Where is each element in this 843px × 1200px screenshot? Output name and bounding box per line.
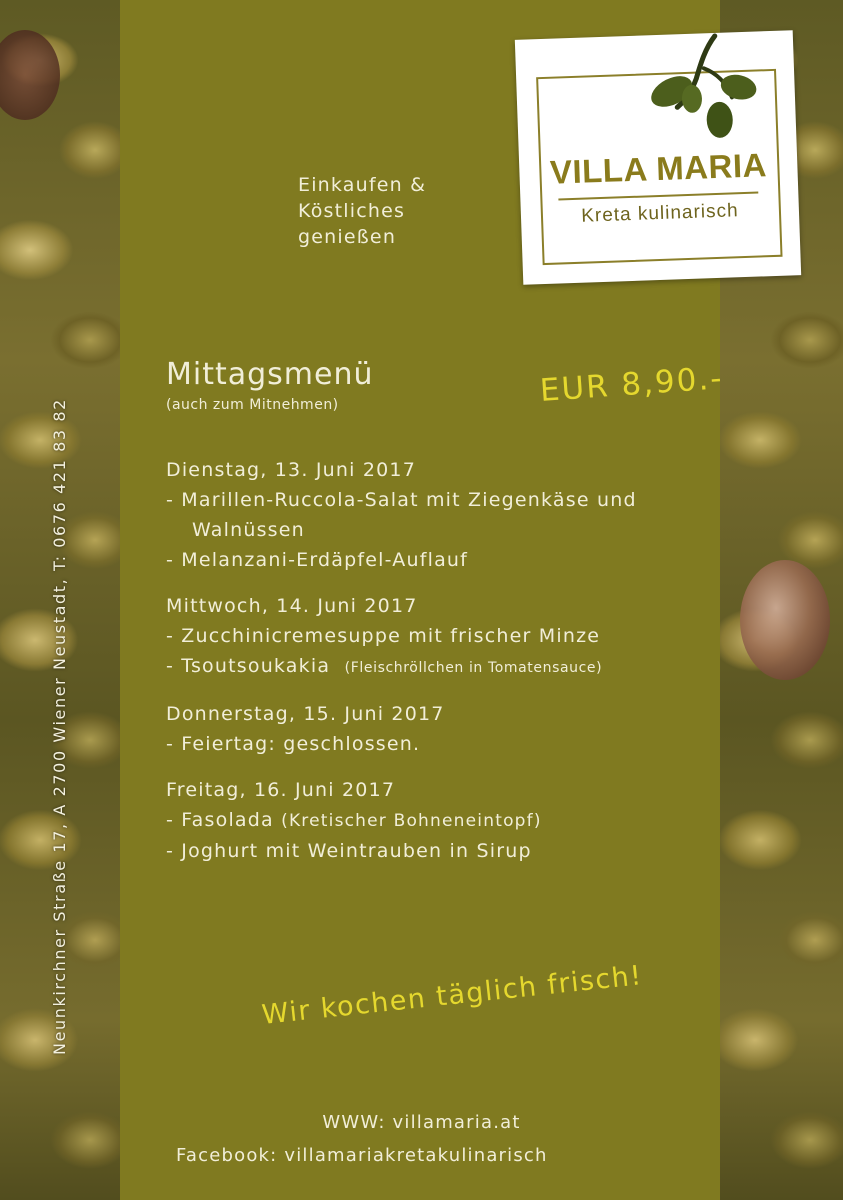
dish-text: - Tsoutsoukakia <box>166 655 331 677</box>
logo-card <box>515 30 801 285</box>
day-tuesday <box>166 455 711 575</box>
day-heading: Mittwoch, 14. Juni 2017 <box>166 595 418 617</box>
menu-days <box>166 455 711 882</box>
logo-brand: VILLA MARIA <box>549 146 768 191</box>
olive-branch-icon <box>645 26 779 150</box>
facebook-link[interactable]: Facebook: villamariakretakulinarisch <box>176 1145 548 1166</box>
dish-note: (Kretischer Bohneneintopf) <box>281 811 542 831</box>
menu-subtitle: (auch zum Mitnehmen) <box>166 397 339 413</box>
dish <box>166 545 711 575</box>
day-heading: Dienstag, 13. Juni 2017 <box>166 459 416 481</box>
menu-price: EUR 8,90.- <box>538 360 725 409</box>
day-heading: Donnerstag, 15. Juni 2017 <box>166 703 445 725</box>
dish-note: (Fleischröllchen in Tomatensauce) <box>344 660 603 676</box>
dish-text: - Melanzani-Erdäpfel-Auflauf <box>166 549 469 571</box>
dish <box>166 621 711 651</box>
address-vertical: Neunkirchner Straße 17, A 2700 Wiener Neustadt, T: 0676 421 83 82 <box>50 398 69 1055</box>
dish <box>166 836 711 866</box>
logo-subtitle: Kreta kulinarisch <box>580 200 739 227</box>
day-thursday <box>166 699 711 759</box>
day-heading: Freitag, 16. Juni 2017 <box>166 779 396 801</box>
dish <box>166 651 711 683</box>
dish <box>166 805 711 836</box>
dish <box>166 729 711 759</box>
dish <box>166 485 711 545</box>
day-friday <box>166 775 711 866</box>
day-wednesday <box>166 591 711 683</box>
dish-text: - Fasolada <box>166 809 274 831</box>
dish-text: - Joghurt mit Weintrauben in Sirup <box>166 840 532 862</box>
dish-text: - Feiertag: geschlossen. <box>166 733 421 755</box>
menu-title: Mittagsmenü <box>166 357 374 392</box>
dish-text: - Zucchinicremesuppe mit frischer Minze <box>166 625 601 647</box>
tagline: Einkaufen & Köstliches genießen <box>298 174 427 248</box>
website-link[interactable]: WWW: villamaria.at <box>322 1112 521 1133</box>
slogan: Wir kochen täglich frisch! <box>260 960 645 1031</box>
dish-text: - Marillen-Ruccola-Salat mit Ziegenkäse und Walnüssen <box>166 489 637 541</box>
